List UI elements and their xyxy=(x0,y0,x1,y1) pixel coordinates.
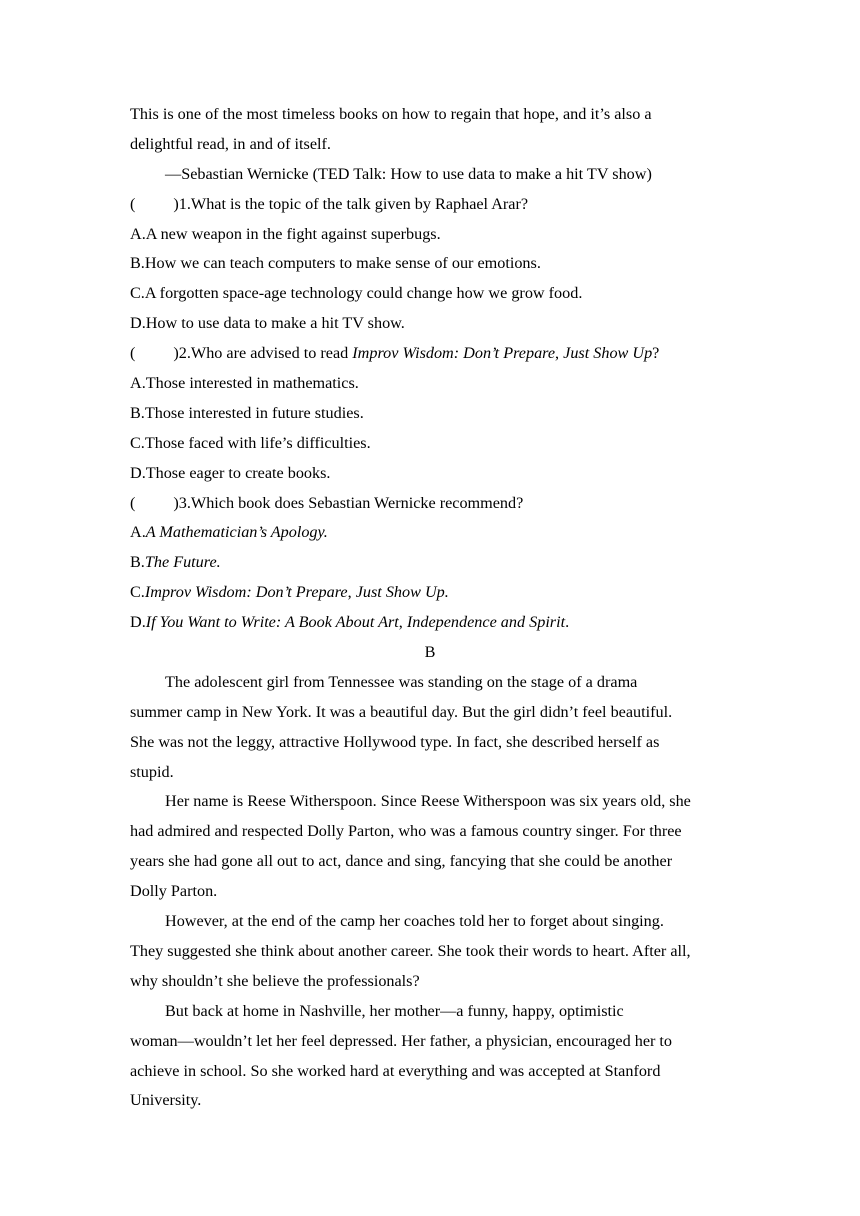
separator: , xyxy=(555,344,564,363)
question-text: )1.What is the topic of the talk given by Raphael Arar? xyxy=(173,194,529,213)
q3-option-c xyxy=(130,578,740,608)
q3-option-d xyxy=(130,608,740,638)
q3-option-a xyxy=(130,518,740,548)
paragraph-line: University. xyxy=(130,1091,202,1110)
paragraph-line: years she had gone all out to act, dance and sing, fancying that she could be another xyxy=(130,852,673,871)
paragraph-line: The adolescent girl from Tennessee was standing on the stage of a drama xyxy=(165,672,638,691)
separator: , xyxy=(398,613,407,632)
option-letter: C. xyxy=(130,583,145,602)
book-title: Improv Wisdom: Don’t Prepare xyxy=(352,344,556,363)
paragraph-line: But back at home in Nashville, her mother—a funny, happy, optimistic xyxy=(165,1001,624,1020)
book-title: A Mathematician’s Apology. xyxy=(145,523,328,542)
document-page xyxy=(130,100,740,1116)
paragraph-line: However, at the end of the camp her coaches told her to forget about singing. xyxy=(165,912,664,931)
book-title: If You Want to Write: A Book About Art xyxy=(145,613,399,632)
option-letter: A. xyxy=(130,523,146,542)
paragraph-line: Dolly Parton. xyxy=(130,882,218,901)
q2-option-d: D.Those eager to create books. xyxy=(130,463,331,482)
paragraph-line: They suggested she think about another career. She took their words to heart. After all, xyxy=(130,941,691,960)
section-heading: B xyxy=(424,643,436,662)
question-1-stem xyxy=(130,190,740,220)
paragraph-line: Her name is Reese Witherspoon. Since Reese Witherspoon was six years old, she xyxy=(165,792,691,811)
option-letter: B. xyxy=(130,553,145,572)
q1-option-b: B.How we can teach computers to make sense of our emotions. xyxy=(130,254,541,273)
paragraph-line: had admired and respected Dolly Parton, who was a famous country singer. For three xyxy=(130,822,682,841)
question-mark: ? xyxy=(652,344,660,363)
q1-option-d: D.How to use data to make a hit TV show. xyxy=(130,314,405,333)
book-title: Just Show Up. xyxy=(355,583,449,602)
separator: , xyxy=(347,583,356,602)
question-text: )2.Who are advised to read xyxy=(173,344,353,363)
q2-option-c: C.Those faced with life’s difficulties. xyxy=(130,433,371,452)
intro-line: This is one of the most timeless books on how to regain that hope, and it’s also a xyxy=(130,105,652,123)
answer-bracket: ( xyxy=(130,493,136,512)
intro-line: delightful read, in and of itself. xyxy=(130,134,331,153)
paragraph-line: summer camp in New York. It was a beautiful day. But the girl didn’t feel beautiful. xyxy=(130,702,673,721)
book-title: Just Show Up xyxy=(563,344,653,363)
paragraph-line: achieve in school. So she worked hard at everything and was accepted at Stanford xyxy=(130,1061,661,1080)
paragraph-line: why shouldn’t she believe the professionals? xyxy=(130,971,420,990)
answer-bracket: ( xyxy=(130,194,136,213)
paragraph-line: woman—wouldn’t let her feel depressed. Her father, a physician, encouraged her to xyxy=(130,1031,673,1050)
q1-option-c: C.A forgotten space-age technology could change how we grow food. xyxy=(130,284,583,303)
option-letter: D. xyxy=(130,613,146,632)
book-title: Independence and Spirit xyxy=(406,613,566,632)
answer-bracket: ( xyxy=(130,344,136,363)
book-title: Improv Wisdom: Don’t Prepare xyxy=(144,583,348,602)
period: . xyxy=(565,613,570,632)
question-2-stem xyxy=(130,339,740,369)
paragraph-line: stupid. xyxy=(130,762,174,781)
question-3-stem xyxy=(130,489,740,519)
question-text: )3.Which book does Sebastian Wernicke recommend? xyxy=(173,493,524,512)
q2-option-a: A.Those interested in mathematics. xyxy=(130,374,359,393)
q1-option-a: A.A new weapon in the fight against superbugs. xyxy=(130,224,441,243)
q3-option-b xyxy=(130,548,740,578)
attribution: —Sebastian Wernicke (TED Talk: How to use data to make a hit TV show) xyxy=(165,164,652,183)
book-title: The Future. xyxy=(144,553,221,572)
q2-option-b: B.Those interested in future studies. xyxy=(130,403,364,422)
paragraph-line: She was not the leggy, attractive Hollywood type. In fact, she described herself as xyxy=(130,732,660,751)
